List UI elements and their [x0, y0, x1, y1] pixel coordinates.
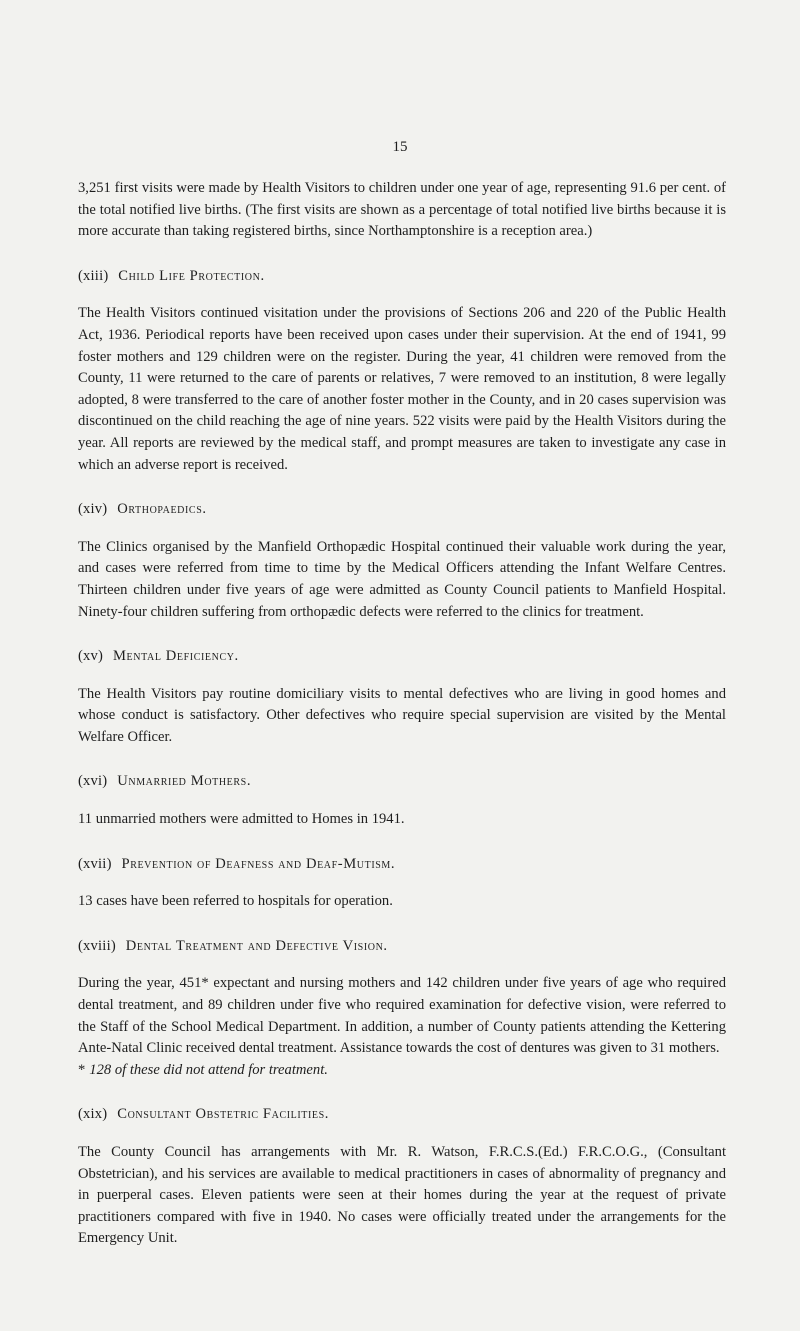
section-body: 11 unmarried mothers were admitted to Homes in 1941. [78, 811, 405, 828]
section-body: 13 cases have been referred to hospitals for operation. [78, 893, 393, 910]
section-body: The Health Visitors continued visitation under the provisions of Sections 206 and 220 of the Public Health Act, 1936. Periodical reports have been received upon cases under their supervision. At the end of 1941, 99 foster mothers and 129 children were on the register. During the year, 41 children were removed from the County, 11 were returned to the care of parents or relatives, 7 were removed to an institution, 8 were legally adopted, 8 were transferred to the care of another foster mother in the County, and in 20 cases supervision was discontinued on the child reaching the age of nine years. 522 visits were paid by the Health Visitors during the year. All reports are reviewed by the medical staff, and prompt measures are taken to investigate any case in which an adverse report is received. [78, 305, 726, 473]
section-title: Orthopaedics. [117, 501, 207, 518]
section-unmarried-mothers [78, 771, 726, 830]
section-title: Mental Deficiency. [112, 648, 239, 665]
section-title: Dental Treatment and Defective Vision. [125, 937, 388, 954]
section-heading [78, 499, 726, 521]
section-title: Child Life Protection. [118, 267, 265, 284]
section-number: (xiv) [78, 501, 108, 518]
document-body [78, 178, 726, 1250]
section-heading [78, 1104, 726, 1126]
footnote [78, 1060, 726, 1082]
footnote-text: 128 of these did not attend for treatment. [89, 1061, 328, 1078]
section-number: (xvii) [78, 855, 112, 872]
section-dental-vision [78, 936, 726, 1082]
section-title: Unmarried Mothers. [117, 773, 252, 790]
section-number: (xix) [78, 1106, 108, 1123]
section-mental-deficiency [78, 646, 726, 748]
section-child-life-protection [78, 266, 726, 476]
section-deafness [78, 854, 726, 913]
section-heading [78, 266, 726, 288]
section-title: Consultant Obstetric Facilities. [117, 1106, 330, 1123]
section-title: Prevention of Deafness and Deaf-Mutism. [121, 855, 396, 872]
intro-paragraph: 3,251 first visits were made by Health Visitors to children under one year of age, representing 91.6 per cent. of the total notified live births. (The first visits are shown as a percentage of total notified live births because it is more accurate than taking registered births, since Northamptonshire is a reception area.) [78, 180, 726, 240]
section-body: The Health Visitors pay routine domiciliary visits to mental defectives who are living in good homes and whose conduct is satisfactory. Other defectives who require special supervision are visited by the Mental Welfare Officer. [78, 685, 726, 745]
section-number: (xvi) [78, 773, 108, 790]
section-heading [78, 936, 726, 958]
section-number: (xiii) [78, 267, 109, 284]
section-orthopaedics [78, 499, 726, 623]
section-heading [78, 771, 726, 793]
section-body: The County Council has arrangements with Mr. R. Watson, F.R.C.S.(Ed.) F.R.C.O.G., (Consultant Obstetrician), and his services are available to medical practitioners in cases of abnormality of pregnancy and in puerperal cases. Eleven patients were seen at their homes during the year at the request of private practitioners compared with five in 1940. No cases were officially treated under the arrangements for the Emergency Unit. [78, 1144, 726, 1247]
section-number: (xv) [78, 648, 104, 665]
section-consultant-obstetric [78, 1104, 726, 1250]
section-heading [78, 854, 726, 876]
section-number: (xviii) [78, 937, 116, 954]
section-heading [78, 646, 726, 668]
section-body: The Clinics organised by the Manfield Orthopædic Hospital continued their valuable work during the year, and cases were referred from time to time by the Medical Officers attending the Infant Welfare Centres. Thirteen children under five years of age were admitted as County Council patients to Manfield Hospital. Ninety-four children suffering from orthopædic defects were referred to the clinics for treatment. [78, 538, 726, 620]
section-body: During the year, 451* expectant and nursing mothers and 142 children under five years of age who required dental treatment, and 89 children under five who required examination for defective vision, were referred to the Staff of the School Medical Department. In addition, a number of County patients attending the Kettering Ante-Natal Clinic received dental treatment. Assistance towards the cost of dentures was given to 31 mothers. [78, 975, 726, 1057]
page-number: 15 [392, 139, 408, 155]
footnote-marker: * [78, 1061, 86, 1078]
